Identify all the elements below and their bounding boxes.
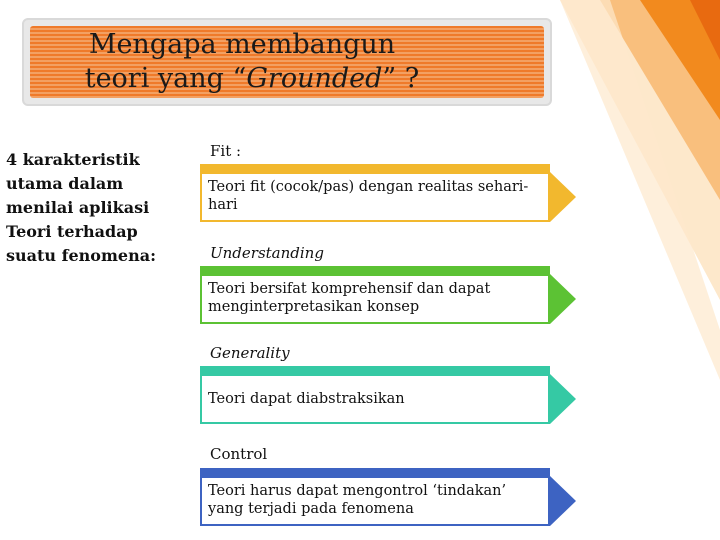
title-banner <box>22 18 552 106</box>
title-prefix: teori yang “ <box>84 63 247 94</box>
page-title <box>24 28 550 96</box>
item-box-understanding <box>200 274 550 324</box>
arrow-icon-control <box>550 476 576 526</box>
arrow-icon-generality <box>550 374 576 424</box>
item-description-control: Teori harus dapat mengontrol ‘tindakan’ yang terjadi pada fenomena <box>208 483 507 517</box>
title-suffix: ” ? <box>382 63 420 94</box>
item-bar-understanding <box>200 266 550 274</box>
title-line-2 <box>24 62 550 96</box>
item-description-fit: Teori fit (cocok/pas) dengan realitas sehari-hari <box>208 179 529 213</box>
item-label-understanding: Understanding <box>210 244 324 262</box>
item-box-fit <box>200 172 550 222</box>
item-bar-fit <box>200 164 550 172</box>
item-description-understanding: Teori bersifat komprehensif dan dapat menginterpretasikan konsep <box>208 281 491 315</box>
item-box-control <box>200 476 550 526</box>
item-box-generality <box>200 374 550 424</box>
item-label-generality: Generality <box>210 344 290 362</box>
item-label-fit: Fit : <box>210 142 242 160</box>
arrow-icon-fit <box>550 172 576 222</box>
item-bar-control <box>200 468 550 476</box>
title-line-1: Mengapa membangun <box>88 29 396 60</box>
title-italic-word: Grounded <box>246 63 383 94</box>
intro-text: 4 karakteristik utama dalam menilai aplikasi Teori terhadap suatu fenomena: <box>6 150 156 265</box>
arrow-icon-understanding <box>550 274 576 324</box>
item-description-generality: Teori dapat diabstraksikan <box>208 391 405 407</box>
item-bar-generality <box>200 366 550 374</box>
item-label-control: Control <box>210 445 268 463</box>
